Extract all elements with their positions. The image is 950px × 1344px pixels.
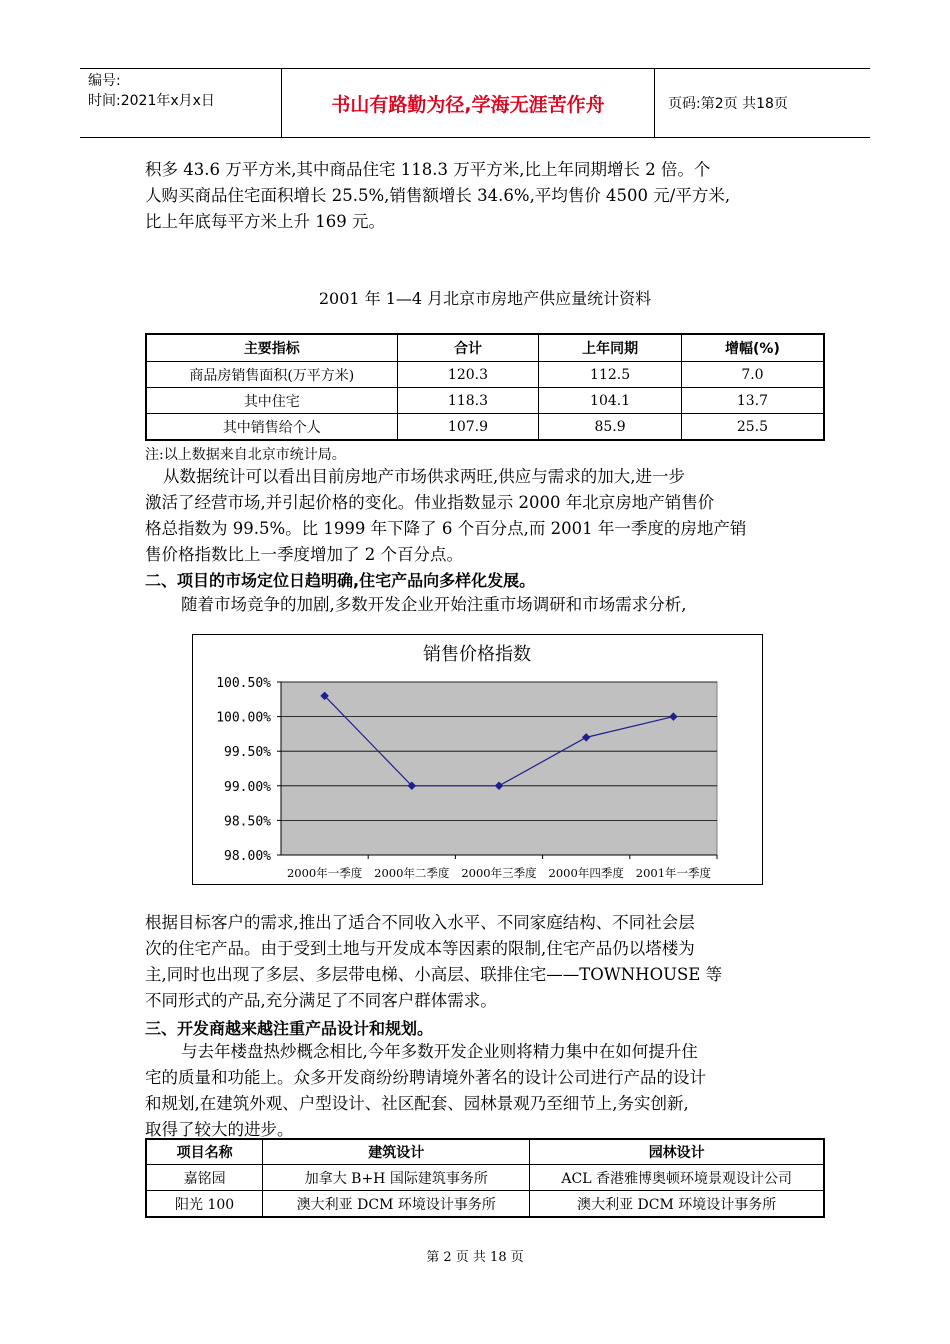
supply-statistics-table — [145, 333, 825, 441]
x-tick-label: 2000年一季度 — [286, 866, 363, 880]
paragraph-line: 格总指数为 99.5%。比 1999 年下降了 6 个百分点,而 2001 年一季度的房地产销 — [145, 519, 747, 538]
plot-area — [281, 682, 717, 855]
table-1-title: 2001 年 1—4 月北京市房地产供应量统计资料 — [318, 289, 652, 308]
x-tick-label: 2000年二季度 — [374, 866, 450, 880]
paragraph-line: 宅的质量和功能上。众多开发商纷纷聘请境外著名的设计公司进行产品的设计 — [145, 1068, 706, 1087]
paragraph-4 — [145, 910, 825, 1014]
table-header-row — [146, 1139, 824, 1165]
y-tick-label: 99.50% — [224, 745, 271, 761]
table-row — [146, 1191, 824, 1218]
table-header-cell: 园林设计 — [530, 1139, 824, 1165]
paragraph-1 — [145, 157, 825, 235]
table-row — [146, 362, 824, 388]
section-heading-3: 三、开发商越来越注重产品设计和规划。 — [145, 1019, 434, 1038]
table-header-cell: 主要指标 — [146, 334, 397, 362]
paragraph-line: 与去年楼盘热炒概念相比,今年多数开发企业则将精力集中在如何提升住 — [181, 1042, 698, 1061]
y-tick-label: 98.00% — [224, 849, 271, 864]
table-cell: 澳大利亚 DCM 环境设计事务所 — [263, 1191, 530, 1218]
chart-canvas — [193, 635, 762, 884]
table-cell: 85.9 — [539, 414, 682, 441]
table-header-cell: 上年同期 — [539, 334, 682, 362]
table-cell: 嘉铭园 — [146, 1165, 263, 1191]
table-cell: 104.1 — [539, 388, 682, 414]
paragraph-line: 激活了经营市场,并引起价格的变化。伟业指数显示 2000 年北京房地产销售价 — [145, 493, 715, 512]
table-cell: 其中住宅 — [146, 388, 397, 414]
table-cell: 107.9 — [397, 414, 539, 441]
table-row — [146, 414, 824, 441]
x-tick-label: 2000年三季度 — [461, 866, 537, 880]
table-row — [146, 388, 824, 414]
paragraph-line: 不同形式的产品,充分满足了不同客户群体需求。 — [145, 991, 497, 1010]
paragraph-line: 积多 43.6 万平方米,其中商品住宅 118.3 万平方米,比上年同期增长 2 倍。个 — [145, 160, 711, 179]
paragraph-line: 取得了较大的进步。 — [145, 1120, 294, 1139]
x-tick-label: 2000年四季度 — [548, 866, 624, 880]
table-cell: 商品房销售面积(万平方米) — [146, 362, 397, 388]
paragraph-2 — [145, 464, 825, 568]
price-index-chart — [192, 634, 763, 885]
x-tick-label: 2001年一季度 — [635, 866, 712, 880]
table-cell: 其中销售给个人 — [146, 414, 397, 441]
paragraph-line: 次的住宅产品。由于受到土地与开发成本等因素的限制,住宅产品仍以塔楼为 — [145, 939, 695, 958]
document-number-label: 编号: — [88, 73, 121, 89]
table-cell: 120.3 — [397, 362, 539, 388]
header-motto: 书山有路勤为径,学海无涯苦作舟 — [282, 69, 655, 137]
y-tick-label: 100.50% — [216, 676, 271, 691]
y-tick-label: 100.00% — [216, 710, 271, 726]
paragraph-line: 和规划,在建筑外观、户型设计、社区配套、园林景观乃至细节上,务实创新, — [145, 1094, 689, 1113]
table-cell: 112.5 — [539, 362, 682, 388]
paragraph-line: 从数据统计可以看出目前房地产市场供求两旺,供应与需求的加大,进一步 — [163, 467, 685, 486]
table-cell: ACL 香港雅博奥顿环境景观设计公司 — [530, 1165, 824, 1191]
paragraph-line: 人购买商品住宅面积增长 25.5%,销售额增长 34.6%,平均售价 4500 元/平方米, — [145, 186, 731, 205]
table-row — [146, 1165, 824, 1191]
table-cell: 加拿大 B+H 国际建筑事务所 — [263, 1165, 530, 1191]
table-header-row — [146, 334, 824, 362]
table-cell: 7.0 — [681, 362, 824, 388]
table-cell: 13.7 — [681, 388, 824, 414]
header-page-label: 页码:第2页 共18页 — [668, 96, 788, 112]
paragraph-line: 根据目标客户的需求,推出了适合不同收入水平、不同家庭结构、不同社会层 — [145, 913, 695, 932]
paragraph-line: 主,同时也出现了多层、多层带电梯、小高层、联排住宅——TOWNHOUSE 等 — [145, 965, 723, 984]
section-heading-2: 二、项目的市场定位日趋明确,住宅产品向多样化发展。 — [145, 571, 536, 590]
y-tick-label: 99.00% — [224, 779, 271, 795]
page-header — [80, 68, 870, 138]
paragraph-line: 售价格指数比上一季度增加了 2 个百分点。 — [145, 545, 463, 564]
y-tick-label: 98.50% — [224, 814, 271, 830]
header-meta — [80, 69, 282, 137]
table-1-note: 注:以上数据来自北京市统计局。 — [145, 447, 346, 463]
table-header-cell: 合计 — [397, 334, 539, 362]
page-footer: 第 2 页 共 18 页 — [426, 1250, 524, 1265]
paragraph-3: 随着市场竞争的加剧,多数开发企业开始注重市场调研和市场需求分析, — [181, 595, 687, 614]
chart-title: 销售价格指数 — [423, 644, 531, 665]
paragraph-line: 比上年底每平方米上升 169 元。 — [145, 212, 385, 231]
table-cell: 25.5 — [681, 414, 824, 441]
table-header-cell: 增幅(%) — [681, 334, 824, 362]
document-time-label: 时间:2021年x月x日 — [88, 93, 215, 109]
table-header-cell: 建筑设计 — [263, 1139, 530, 1165]
table-cell: 澳大利亚 DCM 环境设计事务所 — [530, 1191, 824, 1218]
table-cell: 阳光 100 — [146, 1191, 263, 1218]
design-firms-table — [145, 1138, 825, 1218]
paragraph-5 — [145, 1039, 825, 1143]
table-header-cell: 项目名称 — [146, 1139, 263, 1165]
table-cell: 118.3 — [397, 388, 539, 414]
